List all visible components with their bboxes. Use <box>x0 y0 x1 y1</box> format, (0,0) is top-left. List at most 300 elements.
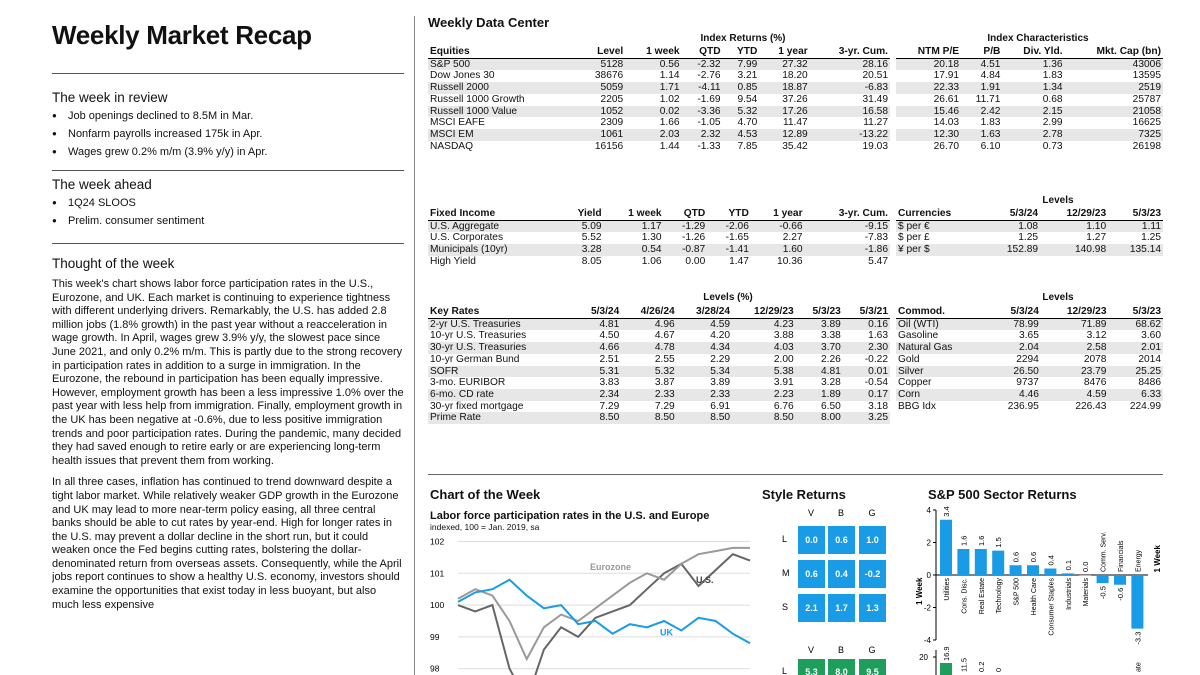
key-rates-cell: 3-mo. EURIBOR <box>430 377 506 389</box>
cotw-subtitle: Labor force participation rates in the U.S. and Europe <box>430 510 710 522</box>
equities-cell: 4.70 <box>737 117 758 129</box>
fixed-income-cell: Municipals (10yr) <box>428 244 559 256</box>
currencies-cell: $ per € <box>896 220 985 232</box>
sector-category-label: S&P 500 <box>1013 578 1021 606</box>
key-rates-cell: 3.89 <box>796 318 843 330</box>
fixed-income-cell: -0.66 <box>751 220 805 232</box>
commodities-cell: 3.60 <box>1141 330 1161 342</box>
commodities-header: 12/29/23 <box>1041 306 1109 318</box>
key-rates-row <box>428 412 890 424</box>
key-rates-cell: 2.23 <box>732 389 796 401</box>
sector-bar-label: 1.6 <box>959 535 969 546</box>
key-rates-cell: 2.33 <box>677 389 732 401</box>
equities-cell: Dow Jones 30 <box>430 70 495 82</box>
equities-cell: -4.11 <box>682 82 723 94</box>
fixed-income-cell: 5.09 <box>559 220 604 232</box>
key-rates-cell: 0.17 <box>843 389 890 401</box>
commodities-cell: Gasoline <box>898 330 939 342</box>
characteristics-cell: 14.03 <box>933 117 960 129</box>
commodities-cell: 8486 <box>1138 377 1161 389</box>
characteristics-cell: 2.15 <box>1002 106 1064 118</box>
key-rates-row <box>428 401 890 413</box>
cotw-label-uk: UK <box>660 627 673 638</box>
fixed-income-header: Fixed Income <box>428 208 559 220</box>
equities-cell: 0.85 <box>723 82 760 94</box>
equities-cell: 2.32 <box>682 129 723 141</box>
sector-y-tick: -4 <box>923 636 931 645</box>
characteristics-cell: 0.73 <box>1042 140 1063 152</box>
equities-header: 1 week <box>625 46 681 58</box>
style-col-header: B <box>837 508 845 518</box>
fixed-income-row <box>428 244 890 256</box>
characteristics-cell: 0.68 <box>1042 93 1063 105</box>
equities-cell: 11.47 <box>782 117 808 129</box>
commodities-cell: 2.04 <box>986 342 1040 354</box>
key-rates-header: 3/28/24 <box>677 306 732 318</box>
sector-bar-label: 0.6 <box>1011 551 1021 563</box>
characteristics-cell: 1.83 <box>980 117 1001 129</box>
key-rates-cell: 30-yr fixed mortgage <box>430 400 524 412</box>
equities-cell: Russell 2000 <box>428 82 577 94</box>
commodities-header: 5/3/23 <box>1108 306 1163 318</box>
data-center-title: Weekly Data Center <box>428 15 550 30</box>
characteristics-cell: 2.42 <box>961 106 1002 118</box>
characteristics-cell: 20.18 <box>896 58 961 70</box>
characteristics-cell: 22.33 <box>896 82 961 94</box>
commodities-cell: 8476 <box>1083 377 1107 389</box>
commodities-row <box>896 342 1163 354</box>
sector-ytd-bar-label: 11.5 <box>959 657 969 672</box>
commodities-cell: BBG Idx <box>898 400 936 412</box>
sector-category-label: Health Care <box>1031 578 1038 616</box>
commodities-cell: 6.33 <box>1108 389 1163 401</box>
fixed-income-header: 3-yr. Cum. <box>805 208 890 220</box>
equities-cell: 7.99 <box>723 58 760 70</box>
equities-cell: 38676 <box>594 70 624 82</box>
key-rates-cell: 4.66 <box>574 342 621 354</box>
sector-bar-label: -0.5 <box>1098 586 1108 600</box>
sector-returns-title: S&P 500 Sector Returns <box>928 487 1077 502</box>
style-ytd-cell-value: 9.5 <box>866 667 879 675</box>
equities-cell: 4.53 <box>723 129 760 141</box>
commodities-row <box>896 389 1163 401</box>
commodities-cell: Oil (WTI) <box>896 318 986 330</box>
key-rates-table <box>428 306 890 424</box>
sector-ytd-bar <box>940 663 952 675</box>
commodities-cell: 2078 <box>1083 353 1107 365</box>
style-cell-value: 0.6 <box>805 569 818 579</box>
characteristics-cell: 26198 <box>1132 140 1161 152</box>
cotw-chart <box>428 532 753 675</box>
key-rates-cell: 2.33 <box>621 389 676 401</box>
style-cell-value: 1.7 <box>835 603 848 613</box>
key-rates-header: 4/26/24 <box>621 306 676 318</box>
ahead-item: ● 1Q24 SLOOS <box>52 197 404 209</box>
commodities-cell: 224.99 <box>1129 400 1161 412</box>
style-col-header: V <box>807 508 815 518</box>
sector-bar-label: 1.5 <box>994 537 1004 548</box>
equities-cell: 3.21 <box>737 70 758 82</box>
key-rates-cell: 10-yr U.S. Treasuries <box>430 330 527 342</box>
fixed-income-cell: 1.47 <box>729 255 749 267</box>
commod-levels-label: Levels <box>1042 292 1074 303</box>
fixed-income-header: 1 week <box>604 208 664 220</box>
currencies-row <box>896 232 1163 244</box>
sector-bar-label: 0.0 <box>1081 561 1091 572</box>
cotw-y-tick: 99 <box>430 631 440 642</box>
equities-cell: 1.66 <box>659 117 680 129</box>
sector-bar-label: -3.3 <box>1133 631 1143 645</box>
equities-cell: 5128 <box>577 58 626 70</box>
equities-cell: 18.20 <box>782 70 808 82</box>
key-rates-row <box>428 354 890 366</box>
fixed-income-table <box>428 208 890 268</box>
equities-row <box>428 94 890 106</box>
equities-cell: 0.56 <box>625 58 681 70</box>
commodities-cell: Copper <box>898 377 932 389</box>
sector-y-tick: 2 <box>926 538 931 548</box>
equities-header-row <box>428 46 890 58</box>
sector-returns-chart <box>906 500 1163 675</box>
key-rates-cell: 4.96 <box>621 318 676 330</box>
equities-cell: NASDAQ <box>430 140 474 152</box>
key-rates-cell: 8.50 <box>574 412 621 424</box>
characteristics-cell: 13595 <box>1132 70 1161 82</box>
equities-cell: 28.16 <box>810 58 890 70</box>
key-rates-cell: -0.22 <box>864 353 888 365</box>
equities-row <box>428 58 890 70</box>
column-divider <box>414 16 415 675</box>
fixed-income-header-row <box>428 208 890 220</box>
currencies-cell: 152.89 <box>985 244 1040 256</box>
key-rates-row <box>428 389 890 401</box>
page-title: Weekly Market Recap <box>52 20 312 50</box>
cotw-y-tick: 98 <box>430 663 440 674</box>
key-rates-cell: 6-mo. CD rate <box>428 389 574 401</box>
commodities-cell: 2294 <box>1016 353 1039 365</box>
characteristics-header: NTM P/E <box>896 46 961 58</box>
currencies-row <box>896 220 1163 232</box>
sector-category-label: Real Estate <box>978 578 986 615</box>
key-rates-cell: 2.26 <box>820 353 841 365</box>
characteristics-row <box>896 82 1163 94</box>
key-rates-row <box>428 330 890 342</box>
review-item: ● Job openings declined to 8.5M in Mar. <box>52 110 404 122</box>
equities-cell: 9.54 <box>737 93 758 105</box>
key-rates-cell: 8.50 <box>732 412 796 424</box>
sector-bar <box>1010 565 1022 575</box>
cotw-line-uk <box>458 580 750 644</box>
fixed-income-cell: -1.65 <box>725 232 749 244</box>
key-rates-cell: 0.01 <box>843 366 890 378</box>
key-rates-cell: 3.91 <box>773 377 794 389</box>
sector-bar-label: 0.4 <box>1046 555 1056 566</box>
characteristics-cell: 26.70 <box>933 140 960 152</box>
divider <box>52 73 404 74</box>
fixed-income-cell: -7.83 <box>864 232 888 244</box>
fixed-income-cell: 3.28 <box>559 244 604 256</box>
commodities-cell: 236.95 <box>1007 400 1039 412</box>
sector-ytd-category-label: ate <box>1135 662 1143 672</box>
review-item: ● Nonfarm payrolls increased 175k in Apr. <box>52 128 404 140</box>
style-row-label: S <box>782 602 789 612</box>
currencies-cell: 140.98 <box>1040 244 1108 256</box>
sector-bar-label: 1.6 <box>976 535 986 546</box>
fixed-income-cell: 1.06 <box>641 255 662 267</box>
equities-row <box>428 70 890 82</box>
commodities-row <box>896 366 1163 378</box>
ahead-list <box>52 197 404 227</box>
style-ytd-col-header: B <box>837 645 845 655</box>
key-rates-cell: 10-yr German Bund <box>430 353 520 365</box>
style-ytd-col-header: G <box>868 645 876 655</box>
style-cell-value: 0.0 <box>805 535 818 545</box>
characteristics-header-row <box>896 46 1163 58</box>
key-rates-cell: 5.34 <box>677 366 732 378</box>
currencies-header: 5/3/24 <box>985 208 1040 220</box>
characteristics-cell: 2.99 <box>1042 117 1063 129</box>
fixed-income-header: 1 year <box>751 208 805 220</box>
style-cell-value: 2.1 <box>805 603 818 613</box>
key-rates-header: Key Rates <box>428 306 574 318</box>
style-returns-chart <box>758 504 888 675</box>
fixed-income-cell: -1.26 <box>682 232 706 244</box>
fixed-income-cell: 10.36 <box>777 255 803 267</box>
fixed-income-cell: 8.05 <box>581 255 602 267</box>
sector-ylabel-right: 1 Week <box>1153 545 1162 573</box>
characteristics-cell: 6.10 <box>980 140 1001 152</box>
commodities-cell: 25.25 <box>1108 366 1163 378</box>
currencies-header: 5/3/23 <box>1108 208 1163 220</box>
commodities-row <box>896 377 1163 389</box>
commodities-cell: 2.58 <box>1041 342 1109 354</box>
key-rates-cell: 4.78 <box>621 342 676 354</box>
commodities-cell: 23.79 <box>1041 366 1109 378</box>
equities-cell: MSCI EAFE <box>430 117 485 129</box>
currencies-cell: 1.25 <box>1141 232 1161 244</box>
cotw-y-tick: 101 <box>430 568 445 579</box>
style-cell-value: 0.4 <box>835 569 848 579</box>
equities-cell: S&P 500 <box>428 58 577 70</box>
ahead-title: The week ahead <box>52 177 152 192</box>
fixed-income-row <box>428 232 890 244</box>
key-rates-cell: 4.20 <box>710 330 731 342</box>
equities-cell: 7.85 <box>737 140 758 152</box>
equities-cell: -13.22 <box>810 129 890 141</box>
fixed-income-cell: 1.30 <box>641 232 662 244</box>
equities-cell: 31.49 <box>862 93 888 105</box>
key-rates-cell: 2.55 <box>654 353 675 365</box>
sector-category-label: Technology <box>996 578 1004 614</box>
currencies-header-row <box>896 208 1163 220</box>
commodities-row <box>896 318 1163 330</box>
key-rates-cell: 3.38 <box>820 330 841 342</box>
equities-cell: 5.32 <box>723 106 760 118</box>
commodities-cell: 9737 <box>1016 377 1039 389</box>
sector-bar <box>940 520 952 575</box>
characteristics-cell: 43006 <box>1065 58 1163 70</box>
key-rates-cell: 4.59 <box>677 318 732 330</box>
equities-row <box>428 117 890 129</box>
fixed-income-cell: U.S. Corporates <box>430 232 504 244</box>
fixed-income-header: Yield <box>559 208 604 220</box>
review-item: ● Wages grew 0.2% m/m (3.9% y/y) in Apr. <box>52 146 404 158</box>
fixed-income-cell: 5.52 <box>581 232 602 244</box>
style-returns-title: Style Returns <box>762 487 846 502</box>
commodities-cell: 2014 <box>1138 353 1161 365</box>
key-rates-header: 12/29/23 <box>732 306 796 318</box>
thought-title: Thought of the week <box>52 256 175 271</box>
currencies-cell: 1.08 <box>985 220 1040 232</box>
equities-cell: Russell 1000 Growth <box>430 93 525 105</box>
sector-category-label: Materials <box>1083 578 1091 607</box>
key-rates-cell: 2-yr U.S. Treasuries <box>428 318 574 330</box>
key-rates-cell: 1.89 <box>796 389 843 401</box>
ahead-item: ● Prelim. consumer sentiment <box>52 215 404 227</box>
cotw-title: Chart of the Week <box>430 487 541 502</box>
characteristics-cell: 21058 <box>1065 106 1163 118</box>
equities-cell: 0.02 <box>625 106 681 118</box>
key-rates-cell: 6.50 <box>820 400 841 412</box>
currencies-cell: 1.27 <box>1086 232 1107 244</box>
key-rates-cell: 3.28 <box>820 377 841 389</box>
equities-cell: 35.42 <box>782 140 808 152</box>
divider <box>52 243 404 244</box>
commodities-cell: 226.43 <box>1075 400 1107 412</box>
index-characteristics-label: Index Characteristics <box>987 33 1089 44</box>
currencies-row <box>896 244 1163 256</box>
sector-bar-label: 0.1 <box>1063 559 1073 571</box>
commodities-cell: 4.46 <box>986 389 1040 401</box>
sector-bar-label: 0.6 <box>1029 551 1038 563</box>
commodities-cell: 3.12 <box>1086 330 1107 342</box>
key-rates-cell: 2.00 <box>773 353 794 365</box>
equities-cell: 12.89 <box>759 129 809 141</box>
key-rates-header: 5/3/23 <box>796 306 843 318</box>
fixed-income-cell: 0.54 <box>604 244 664 256</box>
currencies-header: 12/29/23 <box>1040 208 1108 220</box>
currencies-cell: 1.11 <box>1108 220 1163 232</box>
equities-header: 3-yr. Cum. <box>810 46 890 58</box>
equities-cell: -1.69 <box>697 93 721 105</box>
key-rates-cell: 3.70 <box>796 342 843 354</box>
fixed-income-cell: -1.86 <box>805 244 890 256</box>
sector-category-label: Financials <box>1118 540 1125 572</box>
style-ytd-cell-value: 8.0 <box>835 667 848 675</box>
style-col-header: G <box>868 508 876 518</box>
equities-row <box>428 82 890 94</box>
key-rates-cell: SOFR <box>428 366 574 378</box>
commodities-header: 5/3/24 <box>986 306 1040 318</box>
key-rates-levels-label: Levels (%) <box>703 292 753 303</box>
equities-cell: 2205 <box>600 93 624 105</box>
sector-ytd-bar-label: 0.2 <box>976 661 986 672</box>
fixed-income-row <box>428 220 890 232</box>
key-rates-cell: 2.51 <box>599 353 620 365</box>
key-rates-cell: 4.67 <box>654 330 675 342</box>
currencies-cell: 1.25 <box>1018 232 1039 244</box>
currencies-cell: ¥ per $ <box>896 244 985 256</box>
characteristics-cell: 1.91 <box>961 82 1002 94</box>
characteristics-cell: 1.36 <box>1002 58 1064 70</box>
key-rates-cell: 2.34 <box>574 389 621 401</box>
sector-bar <box>1044 569 1056 576</box>
equities-cell: -1.33 <box>697 140 721 152</box>
sector-bar <box>975 549 987 575</box>
fixed-income-cell: 2.27 <box>782 232 803 244</box>
fixed-income-cell: -2.06 <box>707 220 751 232</box>
key-rates-cell: 5.32 <box>621 366 676 378</box>
key-rates-row <box>428 366 890 378</box>
sector-y-tick: 0 <box>926 571 931 580</box>
equities-cell: 1.71 <box>625 82 681 94</box>
key-rates-row <box>428 318 890 330</box>
equities-cell: Russell 1000 Value <box>428 106 577 118</box>
sector-bar <box>1079 575 1091 576</box>
commodities-cell: Gold <box>898 353 920 365</box>
sector-category-label: Industrials <box>1065 578 1073 610</box>
cotw-line-us <box>458 554 750 675</box>
commodities-cell: 2.01 <box>1108 342 1163 354</box>
characteristics-cell: 26.61 <box>933 93 960 105</box>
commodities-cell: 26.50 <box>986 366 1040 378</box>
key-rates-row <box>428 377 890 389</box>
sector-bar <box>992 551 1004 575</box>
equities-cell: -2.76 <box>697 70 721 82</box>
characteristics-cell: 4.84 <box>980 70 1001 82</box>
style-row-label: M <box>782 568 790 578</box>
characteristics-cell: 4.51 <box>961 58 1002 70</box>
sector-ytd-bar-label: 16.9 <box>942 646 951 661</box>
equities-cell: 5059 <box>577 82 626 94</box>
sector-bar <box>1062 573 1074 575</box>
characteristics-cell: 25787 <box>1132 93 1161 105</box>
fixed-income-header: QTD <box>664 208 708 220</box>
characteristics-cell: 1.34 <box>1002 82 1064 94</box>
key-rates-cell: 7.29 <box>599 400 620 412</box>
sector-bar <box>1131 575 1143 629</box>
equities-cell: -6.83 <box>810 82 890 94</box>
equities-cell: 1.44 <box>659 140 680 152</box>
equities-cell: 18.87 <box>759 82 809 94</box>
style-cell-value: 1.0 <box>866 535 879 545</box>
key-rates-cell: 5.38 <box>732 366 796 378</box>
characteristics-cell: 1.83 <box>1042 70 1063 82</box>
divider <box>428 474 1163 475</box>
key-rates-cell: 5.31 <box>574 366 621 378</box>
equities-header: Equities <box>428 46 577 58</box>
characteristics-cell: 15.46 <box>896 106 961 118</box>
characteristics-table <box>896 46 1163 152</box>
key-rates-header: 5/3/24 <box>574 306 621 318</box>
characteristics-cell: 1.63 <box>961 129 1002 141</box>
left-column <box>52 0 404 675</box>
commodities-cell: Natural Gas <box>896 342 986 354</box>
sector-ylabel-left: 1 Week <box>915 577 924 605</box>
data-center <box>428 0 1163 675</box>
commodities-cell: 3.65 <box>1019 330 1039 342</box>
cotw-label-eurozone: Eurozone <box>590 562 632 573</box>
style-cell-value: 1.3 <box>866 603 879 613</box>
currencies-cell: 135.14 <box>1108 244 1163 256</box>
equities-table <box>428 46 890 152</box>
characteristics-cell: 17.91 <box>933 70 960 82</box>
commodities-cell: 78.99 <box>986 318 1040 330</box>
characteristics-row <box>896 58 1163 70</box>
sector-category-label: Utilities <box>944 578 951 601</box>
sector-category-label: Comm. Serv. <box>1100 531 1108 572</box>
sector-bar <box>1027 565 1039 575</box>
